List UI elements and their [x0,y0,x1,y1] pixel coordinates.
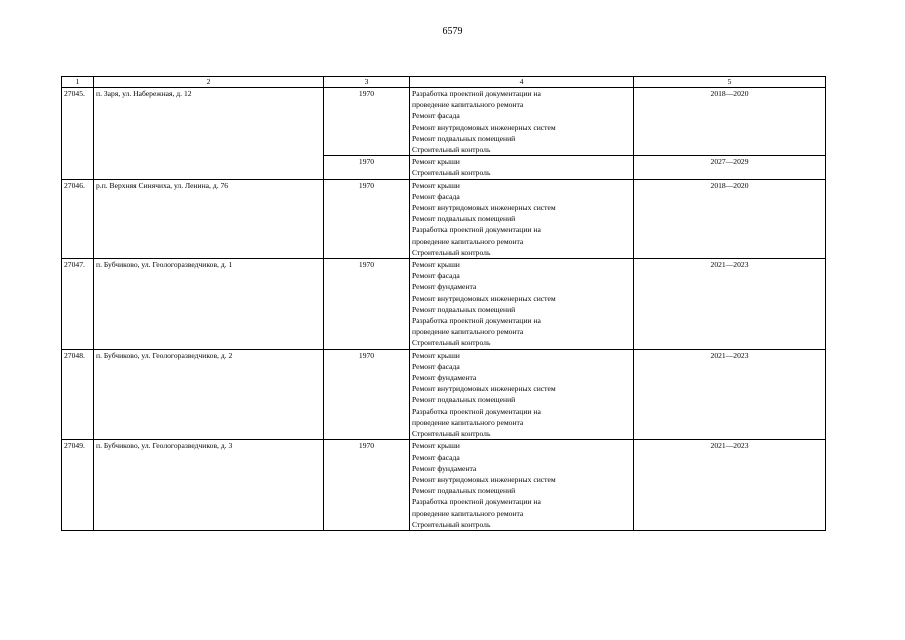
work-item: Строительный контроль [412,338,491,348]
table-header-row [62,77,826,88]
year-cell: 1970 [324,179,410,258]
work-item: Ремонт подвальных помещений [412,486,516,496]
work-item: Разработка проектной документации на [412,89,541,98]
work-item: Строительный контроль [412,429,491,439]
year-cell: 1970 [324,88,410,156]
table-body [62,88,826,531]
work-item: Ремонт фасада [412,191,460,201]
work-item: Ремонт фасада [412,361,460,371]
table-row [62,349,826,440]
work-item: Строительный контроль [412,168,491,178]
work-item: Ремонт крыши [412,441,460,451]
work-item: проведение капитального ремонта [412,327,524,337]
work-item: Ремонт фасада [412,271,460,281]
work-item: Ремонт подвальных помещений [412,395,516,405]
period-cell: 2021—2023 [634,440,826,531]
work-item: Ремонт фундамента [412,373,477,383]
table-row [62,259,826,350]
work-item: Разработка проектной документации на [412,225,541,235]
work-item: Строительный контроль [412,145,491,155]
work-item: Ремонт внутридомовых инженерных систем [412,474,556,484]
year-cell: 1970 [324,156,410,179]
address-cell: п. Бубчиково, ул. Геологоразведчиков, д. 3 [94,440,324,531]
column-header-3: 3 [324,77,410,88]
row-number: 27049. [62,440,94,531]
column-header-1: 1 [62,77,94,88]
work-item: Ремонт фасада [412,111,460,121]
column-header-5: 5 [634,77,826,88]
row-number: 27047. [62,259,94,350]
work-item: Ремонт подвальных помещений [412,214,516,224]
page-number: 6579 [442,26,463,37]
work-item: Ремонт крыши [412,260,460,270]
address-cell: п. Бубчиково, ул. Геологоразведчиков, д. 1 [94,259,324,350]
repair-schedule-table [61,76,826,531]
year-cell: 1970 [324,349,410,440]
works-cell [410,156,634,179]
works-cell [410,88,634,156]
work-item: Строительный контроль [412,519,491,529]
work-item: Ремонт фундамента [412,463,477,473]
work-item: проведение капитального ремонта [412,417,524,427]
address-cell: р.п. Верхняя Синячиха, ул. Ленина, д. 76 [94,179,324,258]
works-cell [410,259,634,350]
table-row [62,440,826,531]
work-item: Разработка проектной документации на [412,497,541,507]
work-item: Строительный контроль [412,247,491,257]
work-item: Ремонт крыши [412,157,460,167]
work-item: Ремонт внутридомовых инженерных систем [412,384,556,394]
work-item: проведение капитального ремонта [412,100,524,110]
period-cell: 2027—2029 [634,156,826,179]
year-cell: 1970 [324,259,410,350]
row-number: 27045. [62,88,94,180]
column-header-2: 2 [94,77,324,88]
works-cell [410,349,634,440]
works-cell [410,179,634,258]
work-item: Ремонт крыши [412,350,460,360]
work-item: Разработка проектной документации на [412,406,541,416]
work-item: Ремонт фундамента [412,282,477,292]
work-item: Ремонт подвальных помещений [412,133,516,143]
row-number: 27046. [62,179,94,258]
work-item: Разработка проектной документации на [412,316,541,326]
work-item: Ремонт фасада [412,452,460,462]
address-cell: п. Бубчиково, ул. Геологоразведчиков, д. 2 [94,349,324,440]
address-cell: п. Заря, ул. Набережная, д. 12 [94,88,324,180]
work-item: Ремонт внутридомовых инженерных систем [412,122,556,132]
work-item: Ремонт внутридомовых инженерных систем [412,203,556,213]
period-cell: 2018—2020 [634,88,826,156]
works-cell [410,440,634,531]
work-item: проведение капитального ремонта [412,508,524,518]
work-item: Ремонт крыши [412,180,460,190]
work-item: проведение капитального ремонта [412,236,524,246]
period-cell: 2018—2020 [634,179,826,258]
work-item: Ремонт подвальных помещений [412,304,516,314]
period-cell: 2021—2023 [634,349,826,440]
table-row [62,179,826,258]
year-cell: 1970 [324,440,410,531]
work-item: Ремонт внутридомовых инженерных систем [412,293,556,303]
column-header-4: 4 [410,77,634,88]
period-cell: 2021—2023 [634,259,826,350]
row-number: 27048. [62,349,94,440]
table-row [62,88,826,156]
